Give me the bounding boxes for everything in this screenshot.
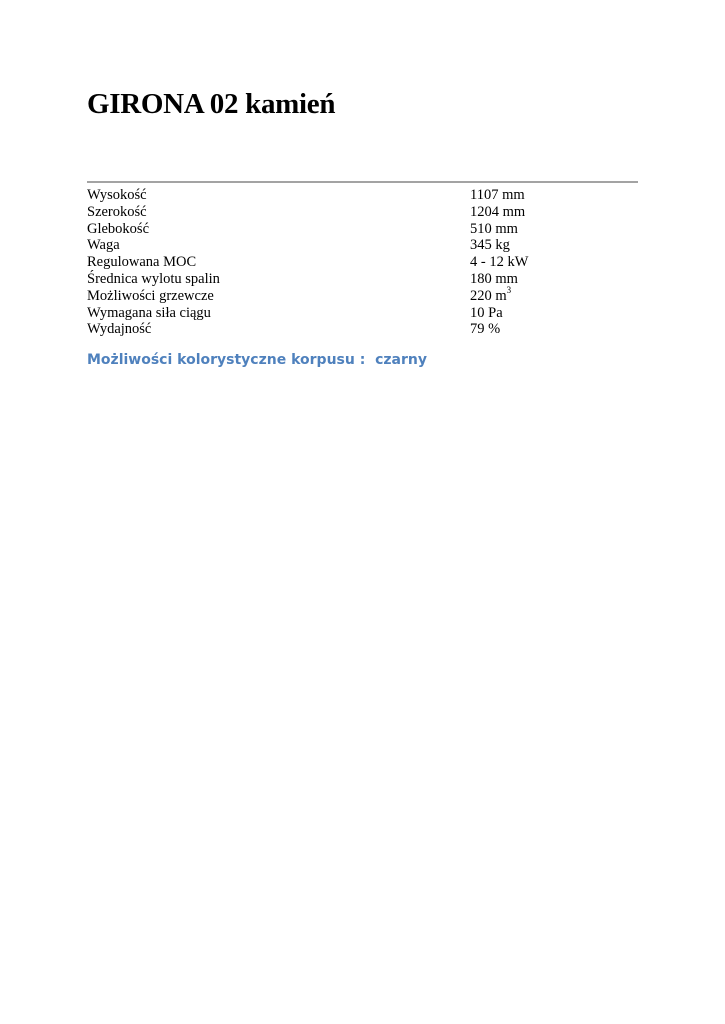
spec-value: 1107 mm: [470, 187, 525, 203]
spec-row-draught: [87, 305, 638, 322]
spec-label: Waga: [87, 237, 120, 254]
spec-label: Wysokość: [87, 187, 147, 203]
spec-value: 1204 mm: [470, 203, 526, 220]
spec-table: [87, 187, 638, 338]
spec-value: 4 - 12 kW: [470, 254, 529, 271]
spec-row-height: [87, 187, 638, 204]
color-options-label: Możliwości kolorystyczne korpusu :: [87, 352, 366, 368]
spec-value: 79 %: [470, 321, 501, 338]
spec-row-heating-capacity: [87, 284, 638, 305]
spec-value: 510 mm: [470, 220, 518, 237]
spec-row-depth: [87, 221, 638, 238]
spec-row-efficiency: [87, 321, 638, 338]
spec-value: 180 mm: [470, 270, 518, 287]
horizontal-divider: [87, 181, 638, 183]
spec-value: 345 kg: [470, 237, 510, 254]
spec-row-flue-diameter: [87, 271, 638, 288]
spec-row-weight: [87, 237, 638, 254]
document-title: GIRONA 02 kamień: [87, 88, 336, 120]
spec-value: [470, 284, 512, 305]
spec-label: Wydajność: [87, 321, 152, 338]
spec-value: 10 Pa: [470, 304, 503, 321]
spec-label: Regulowana MOC: [87, 254, 197, 271]
spec-row-width: [87, 204, 638, 221]
spec-label: Możliwości grzewcze: [87, 287, 214, 304]
spec-label: Wymagana siła ciągu: [87, 304, 211, 321]
spec-row-power: [87, 254, 638, 271]
spec-label: Szerokość: [87, 203, 147, 220]
color-options-value: czarny: [375, 352, 427, 368]
spec-label: Średnica wylotu spalin: [87, 270, 220, 287]
spec-label: Glebokość: [87, 220, 150, 237]
color-options-line: [87, 350, 427, 370]
spec-value-superscript: 3: [506, 284, 512, 295]
spec-value-text: 220 m: [470, 287, 507, 304]
